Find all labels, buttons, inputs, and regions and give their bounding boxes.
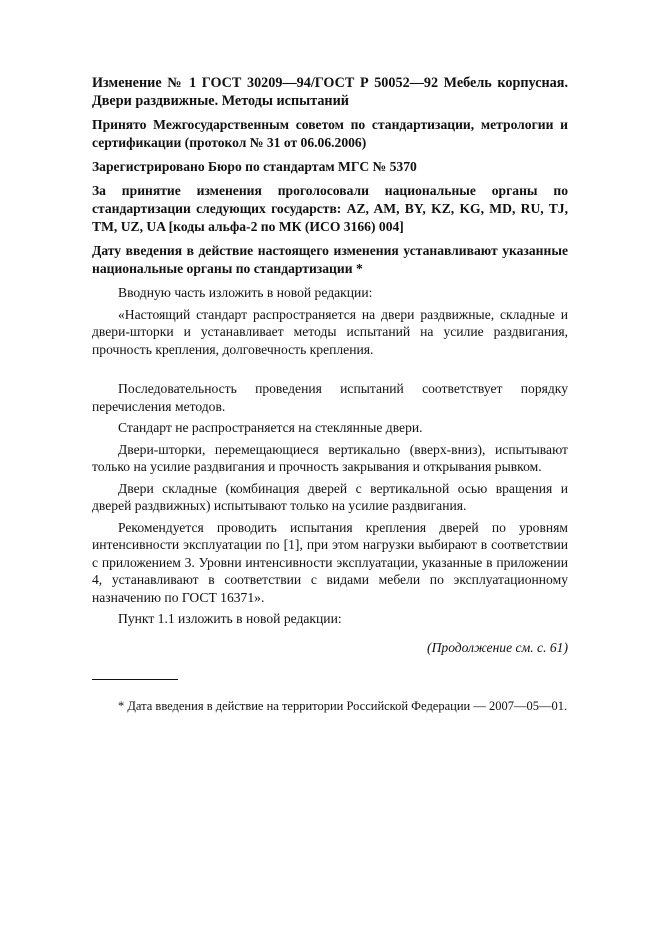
registration-note: Зарегистрировано Бюро по стандартам МГС № 5370 xyxy=(92,159,417,174)
footnote: * Дата введения в действие на территории Российской Федерации — 2007—05—01. xyxy=(118,698,568,713)
footnote-divider xyxy=(92,679,178,680)
body-paragraph-sequence: Последовательность проведения испытаний соответствует порядку перечисления методов. xyxy=(92,381,568,414)
body-paragraph-clause: Пункт 1.1 изложить в новой редакции: xyxy=(118,611,342,626)
continued-note: (Продолжение см. с. 61) xyxy=(427,639,568,655)
body-paragraph-scope: «Настоящий стандарт распространяется на двери раздвижные, складные и двери-шторки и устанавливает методы испытаний на усилие раздвигания, прочность крепления, долговечность крепления. xyxy=(92,306,568,357)
body-paragraph-intensity: Рекомендуется проводить испытания крепления дверей по уровням интенсивности эксплуатации по [1], при этом нагрузки выбирают в соответствии с приложением 3. Уровни интенсивности эксплуатации, указанные в приложении 4, устанавливают в соответствии с видами мебели по эксплуатационному назначению по ГОСТ 16371». xyxy=(92,519,568,605)
voting-note: За принятие изменения проголосовали национальные органы по стандартизации следующих государств: AZ, AM, BY, KZ, KG, MD, RU, TJ, TM, UZ, UA [коды альфа-2 по МК (ИСО 3166) 004] xyxy=(92,183,568,234)
body-paragraph-glass: Стандарт не распространяется на стеклянные двери. xyxy=(118,420,423,435)
body-paragraph-shutters: Двери-шторки, перемещающиеся вертикально (вверх-вниз), испытывают только на усилие раздвигания и прочность закрывания и открывания рывком. xyxy=(92,441,568,474)
effective-date-note: Дату введения в действие настоящего изменения устанавливают указанные национальные органы по стандартизации * xyxy=(92,243,568,276)
document-page xyxy=(92,74,568,656)
adoption-note: Принято Межгосударственным советом по стандартизации, метрологии и сертификации (протокол № 31 от 06.06.2006) xyxy=(92,117,568,150)
body-paragraph-intro: Вводную часть изложить в новой редакции: xyxy=(118,285,373,300)
body-paragraph-folding: Двери складные (комбинация дверей с вертикальной осью вращения и дверей раздвижных) испытывают только на усилие раздвигания. xyxy=(92,480,568,513)
paragraph-gap xyxy=(92,362,568,380)
amendment-title: Изменение № 1 ГОСТ 30209—94/ГОСТ Р 50052—92 Мебель корпусная. Двери раздвижные. Методы испытаний xyxy=(92,75,568,109)
